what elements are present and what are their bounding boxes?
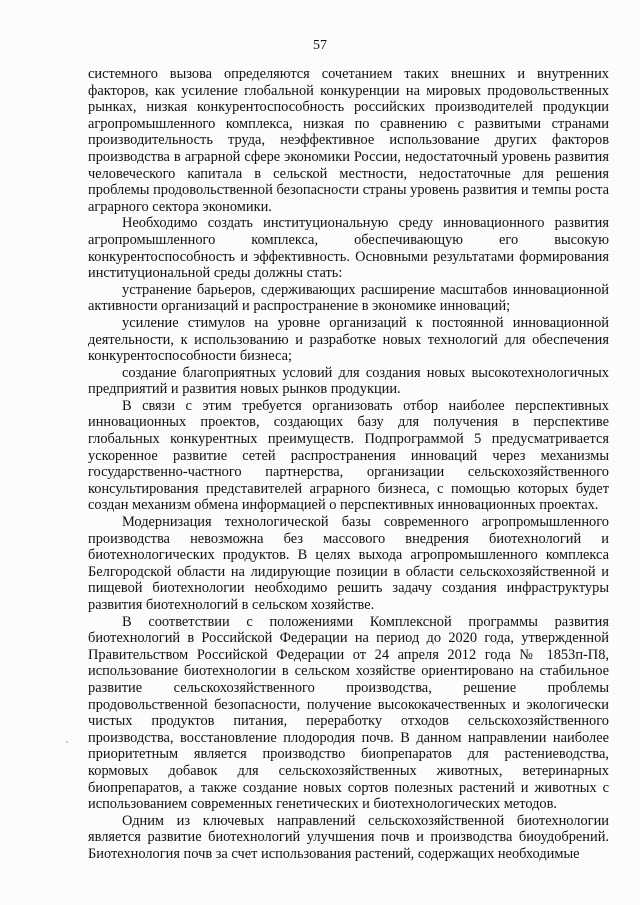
- paragraph-9: Одним из ключевых направлений сельскохозяйственной биотехнологии является развитие биотехнологий улучшения почв и производства биоудобрений. Биотехнология почв за счет использования растений, содержащих необходимые: [88, 812, 609, 862]
- paragraph-1: системного вызова определяются сочетанием таких внешних и внутренних факторов, как усиление глобальной конкуренции на мировых продовольственных рынках, низкая конкурентоспособность российских производителей продукции агропромышленного комплекса, низкая по сравнению с развитыми странами производительность труда, неэффективное использование других факторов производства в аграрной сфере экономики России, недостаточный уровень развития человеческого капитала в сельской местности, недостаточные для решения проблемы продовольственной безопасности страны уровень развития и темпы роста аграрного сектора экономики.: [88, 66, 609, 215]
- body-text: [88, 66, 609, 863]
- paragraph-6: В связи с этим требуется организовать отбор наиболее перспективных инновационных проектов, создающих базу для получения в перспективе глобальных конкурентных преимуществ. Подпрограммой 5 предусматривается ускоренное развитие сетей распространения инноваций через механизмы государственно-частного партнерства, организации сельскохозяйственного консультирования представителей аграрного бизнеса, с помощью которых будет создан механизм обмена информацией о перспективных инновационных проектах.: [88, 397, 609, 514]
- scan-speck: [66, 741, 68, 743]
- paragraph-3: устранение барьеров, сдерживающих расширение масштабов инновационной активности организаций и распространение в экономике инноваций;: [88, 281, 609, 315]
- paragraph-7: Модернизация технологической базы современного агропромышленного производства невозможна без массового внедрения биотехнологий и биотехнологических продуктов. В целях выхода агропромышленного комплекса Белгородской области на лидирующие позиции в области сельскохозяйственной и пищевой биотехнологии необходимо решить задачу создания инфраструктуры развития биотехнологий в сельском хозяйстве.: [88, 514, 609, 613]
- paragraph-2: Необходимо создать институциональную среду инновационного развития агропромышленного комплекса, обеспечивающую его высокую конкурентоспособность и эффективность. Основными результатами формирования институциональной среды должны стать:: [88, 215, 609, 282]
- paragraph-5: создание благоприятных условий для создания новых высокотехнологичных предприятий и развития новых рынков продукции.: [88, 364, 609, 398]
- paragraph-4: усиление стимулов на уровне организаций к постоянной инновационной деятельности, к использованию и разработке новых технологий для обеспечения конкурентоспособности бизнеса;: [88, 314, 609, 365]
- page-number: 57: [313, 38, 327, 53]
- paragraph-8: В соответствии с положениями Комплексной программы развития биотехнологий в Российской Федерации на период до 2020 года, утвержденной Правительством Российской Федерации от 24 апреля 2012 года № 1853п-П8, использование биотехнологии в сельском хозяйстве ориентировано на стабильное развитие сельскохозяйственного производства, решение проблемы продовольственной безопасности, получение высококачественных и экологически чистых продуктов питания, переработку отходов сельскохозяйственного производства, восстановление плодородия почв. В данном направлении наиболее приоритетным является производство биопрепаратов для растениеводства, кормовых добавок для сельскохозяйственных животных, ветеринарных биопрепаратов, а также создание новых сортов полезных растений и животных с использованием современных генетических и биотехнологических методов.: [88, 613, 609, 813]
